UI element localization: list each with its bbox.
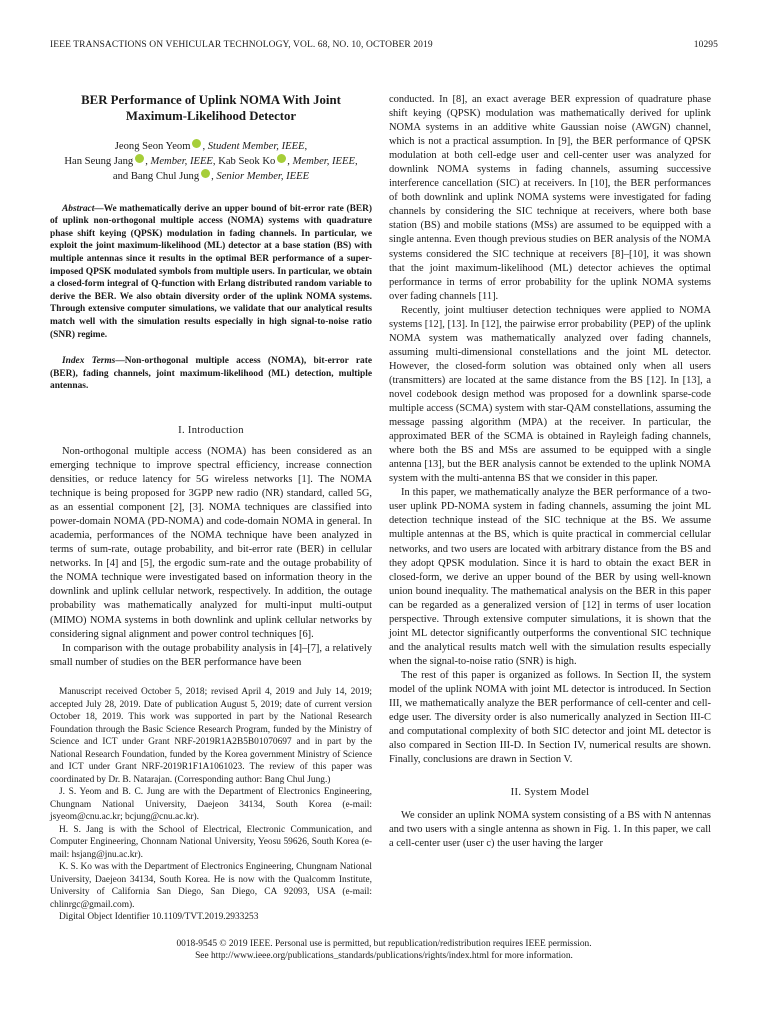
index-terms-label: Index Terms [62,356,116,367]
paragraph: We consider an uplink NOMA system consisting of a BS with N antennas and two users with a single antenna as shown in Fig. 1. In this paper, we call a cell-center user (user c) the user having the larger [389,810,711,850]
paragraph: The rest of this paper is organized as follows. In Section II, the system model of the uplink NOMA with joint ML detector is introduced. In Section III, we mathematically analyze the BER performance of cell-center and cell-edge user. The diversity order is also numerically analyzed in Section III-C and computational complexity of both SIC detector and joint ML detector is also compared in Section III-D. In Section IV, numerical results are shown. Finally, conclusions are drawn in Section V. [389,669,711,766]
journal-name: IEEE TRANSACTIONS ON VEHICULAR TECHNOLOGY, VOL. 68, NO. 10, OCTOBER 2019 [50,40,433,50]
author-name: Bang Chul Jung [130,171,200,183]
footnote: Manuscript received October 5, 2018; revised April 4, 2019 and July 14, 2019; accepted July 28, 2019. Date of publication August 5, 2019; date of current version October 18, 2019. This work was supported in part by the National Research Foundation through the Basic Science Research Program, funded by the Ministry of Science and ICT under Grant NRF-2019R1A2B5B01070697 and in part by the National Research Foundation, funded by the Korea government Ministry of Science and ICT under Grant NRF-2019R1F1A1061023. The review of this paper was coordinated by Dr. B. Natarajan. (Corresponding author: Bang Chul Jung.) [50,687,372,785]
section-heading: I. Introduction [178,424,244,436]
page-number: 10295 [693,40,718,50]
author-affiliation: Student Member, IEEE [207,141,305,152]
author-name: Kab Seok Ko [218,156,276,168]
paragraph: Non-orthogonal multiple access (NOMA) has been considered as an emerging technique to improve spectral efficiency, increase connection densities, or reduce latency for 5G wireless networks [1]. The NOMA technique is being proposed for 3GPP new radio (NR) standard, called 5G, as an essential component [2], [3]. NOMA techniques are classified into power-domain NOMA (PD-NOMA) and code-domain NOMA in general. In academia, performances of the NOMA technique have been analyzed in terms of sum-rate, outage probability, and bit-error rate (BER) in cellular networks. In [4] and [5], the ergodic sum-rate and the outage probability of the NOMA technique were investigated based on information theory in the downlink and uplink cellular network, respectively. In addition, the outage probability was mathematically analyzed for multi-input multi-output (MIMO) NOMA systems in both downlink and uplink cellular networks by considering signal alignment and power control techniques [6]. [50,445,372,640]
footnote: H. S. Jang is with the School of Electrical, Electronic Communication, and Computer Engineering, Chonnam National University, Yeosu 59626, South Korea (e-mail: hsjang@jnu.ac.kr). [50,824,372,860]
section-heading: II. System Model [510,787,590,799]
copyright-line: 0018-9545 © 2019 IEEE. Personal use is permitted, but republication/redistribution requires IEEE permission. [176,939,592,949]
paragraph: conducted. In [8], an exact average BER expression of quadrature phase shift keying (QPSK) modulation was mathematically derived for uplink NOMA systems in an additive white Gaussian noise (AWGN) channel, which is not a practical assumption. In [9], the BER performance of QPSK modulation at both cell-edge user and cell-center user was analyzed for downlink NOMA systems in fading channels, assuming successive interference cancellation (SIC) at receivers. In [10], the BER performances of both downlink and uplink NOMA systems were investigated for fading channels by considering the SIC technique at receivers, where both base station (BS) and mobile stations (MSs) are assumed to be equipped with a single antenna. Even though previous studies on BER analysis of the NOMA systems considered the SIC technique at receivers [8]–[10], it was shown that the joint maximum-likelihood (ML) detector achieves the optimal performance in terms of error probability for the uplink NOMA systems over fading channels [11]. [389,94,711,302]
left-column [50,92,372,670]
author-affiliation: Member, IEEE [150,156,213,168]
footnote: K. S. Ko was with the Department of Electronics Engineering, Chungnam National University, Daejeon 34134, South Korea. He is now with the Qualcomm Institute, University of California San Diego, San Diego, CA 92093, USA (e-mail: chlinrgc@gmail.com). [50,862,372,910]
author-block: Jeong Seon Yeom , Student Member, IEEE, Han Seung Jang , Member, IEEE, Kab Seok Ko , Member, IEEE, and Bang Chul Jung , Senior Member, IEEE [64,141,358,183]
paragraph: Recently, joint multiuser detection techniques were applied to NOMA systems [12], [13]. In [12], the pairwise error probability (PEP) of the uplink NOMA system was mathematically analyzed over fading channels, assuming multi-dimensional constellations and the joint ML detector. However, the closed-form solution was obtained only when all users (transmitters) are located at the same distance from the BS [12]. In [13], a novel codebook design method was proposed for a downlink sparse-code multiple access (SCMA) system with star-QAM constellations, assuming the message passing algorithm (MPA) at the receiver. In particular, the approximated BER of the SCMA is obtained in Rayleigh fading channels, where both the BS and MSs are assumed to be equipped with a single antenna [13], but the BER analysis cannot be extended to the uplink NOMA system with the multi-antenna BS that we consider in this paper. [389,304,711,485]
author-affiliation: Member, IEEE [292,156,355,168]
copyright-url[interactable]: See http://www.ieee.org/publications_standards/publications/rights/index.html for more information. [195,951,573,962]
index-terms-text: —Non-orthogonal multiple access (NOMA), bit-error rate (BER), fading channels, joint maximum-likelihood (ML) detection, multiple antennas. [50,356,372,392]
orcid-icon[interactable] [201,169,210,178]
doi-line: Digital Object Identifier 10.1109/TVT.2019.2933253 [59,912,259,922]
author-affiliation: Senior Member, IEEE [216,171,310,183]
author-name: Han Seung Jang [64,156,134,168]
running-header [50,40,718,50]
abstract [50,203,372,342]
abstract-label: Abstract [62,203,95,214]
copyright-notice [0,938,768,963]
orcid-icon[interactable] [135,154,144,163]
author-name: Jeong Seon Yeom [114,141,191,152]
paragraph: In comparison with the outage probability analysis in [4]–[7], a relatively small number of studies on the BER performance have been [50,642,372,668]
paper-title: BER Performance of Uplink NOMA With Joint Maximum-Likelihood Detector [81,93,341,123]
footnote-block [50,686,372,924]
abstract-text: —We mathematically derive an upper bound of bit-error rate (BER) of uplink non-orthogonal multiple access (NOMA) systems with quadrature phase shift keying (QPSK) modulation in fading channels. In particular, we exploit the joint maximum-likelihood (ML) detector at a base station (BS) with multiple antennas since it results in the optimal BER performance of a super-imposed QPSK modulated symbols from multiple users. In particular, we obtain a closed-form integral of Q-function with Erlang distributed random variable to derive the BER. We also obtain diversity order of the uplink NOMA systems. Through extensive computer simulations, we validate that our analytical results match well with the simulation results especially in high signal-to-noise ratio (SNR) regime. [50,203,372,340]
paragraph: In this paper, we mathematically analyze the BER performance of a two-user uplink PD-NOMA system in fading channels, assuming the joint ML detection technique instead of the SIC technique at the BS. We assume multiple antennas at the BS, which is quite practical in commercial cellular networks, and two users are located with arbitrary distance from the BS and they adopt QPSK modulation. Since it is hard to obtain the exact BER in closed-form, we derive an upper bound of the BER by using well-known union bound inequality. The mathematical analysis on the BER in this paper can be regarded as a generalized version of [12] in terms of user location perspective. Through extensive computer simulations, it is shown that the joint ML detector significantly outperforms the conventional SIC technique and the analytical results match well with the simulation results especially when the signal-to-noise ratio (SNR) is high. [389,487,711,667]
footnote: J. S. Yeom and B. C. Jung are with the Department of Electronics Engineering, Chungnam National University, Daejeon 34134, South Korea (e-mail: jsyeom@cnu.ac.kr; bcjung@cnu.ac.kr). [50,787,372,822]
right-column [389,93,711,851]
index-terms [50,355,372,393]
orcid-icon[interactable] [277,154,286,163]
orcid-icon[interactable] [192,139,201,148]
